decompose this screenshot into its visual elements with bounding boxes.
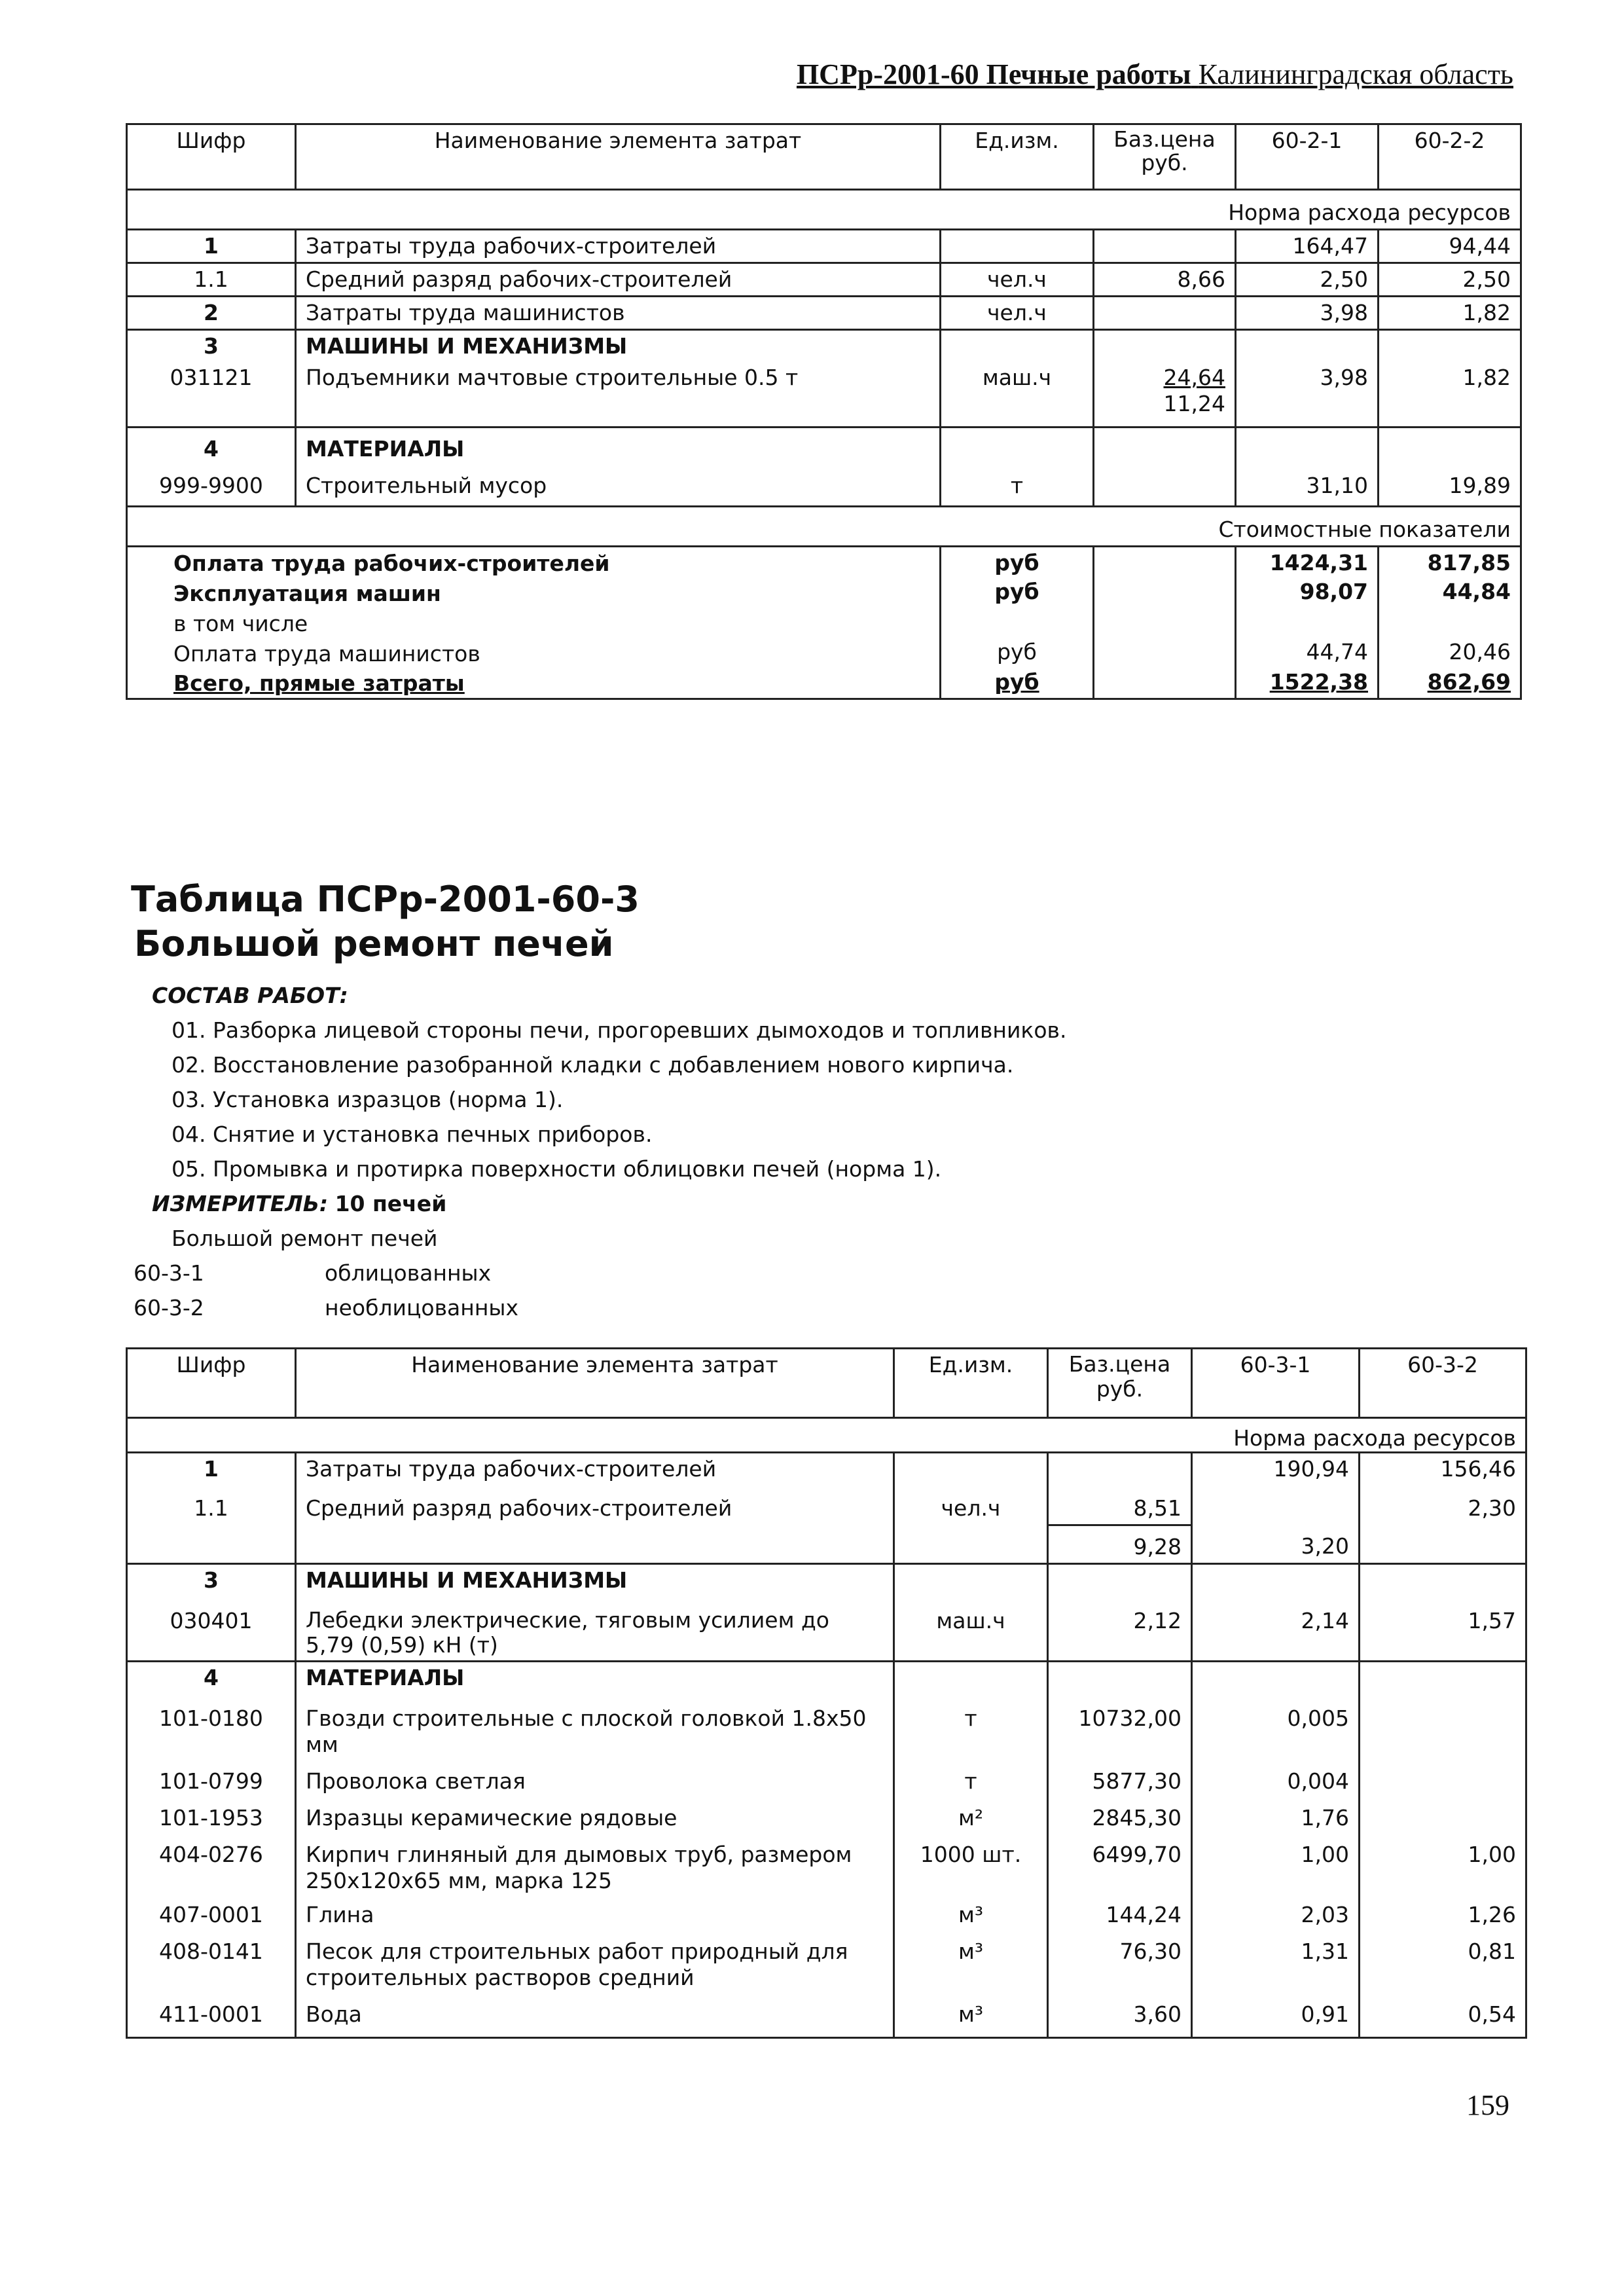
- row-v1: 2,14: [1192, 1596, 1360, 1662]
- row-name: Средний разряд рабочих-строителей: [296, 1485, 894, 1525]
- row-price: 9,28: [1048, 1525, 1192, 1564]
- col-header-v1: 60-3-1: [1192, 1349, 1360, 1418]
- variant-code: 60-3-2: [134, 1295, 204, 1321]
- col-header-v2: 60-3-2: [1360, 1349, 1526, 1418]
- row-code: 031121: [127, 362, 296, 428]
- row-name: МАШИНЫ И МЕХАНИЗМЫ: [296, 1564, 894, 1597]
- variant-name: облицованных: [325, 1260, 492, 1286]
- table-row: [127, 1994, 1526, 2038]
- row-name: Затраты труда рабочих-строителей: [296, 230, 941, 263]
- cost-name: Оплата труда машинистов: [127, 639, 941, 669]
- row-name: Затраты труда машинистов: [296, 297, 941, 330]
- row-v1: 3,98: [1236, 362, 1379, 428]
- meter-label: ИЗМЕРИТЕЛЬ:: [152, 1191, 329, 1216]
- col-header-unit: Ед.изм.: [894, 1349, 1048, 1418]
- table-row: [127, 1897, 1526, 1931]
- work-composition-label: СОСТАВ РАБОТ:: [152, 983, 348, 1008]
- row-code: 1.1: [127, 263, 296, 297]
- row-name: Кирпич глиняный для дымовых труб, размером 250x120x65 мм, марка 125: [296, 1834, 894, 1897]
- row-name: Строительный мусор: [296, 465, 941, 507]
- row-code: 3: [127, 1564, 296, 1597]
- row-v2: 1,82: [1379, 297, 1521, 330]
- col-header-v2: 60-2-2: [1379, 124, 1521, 190]
- row-price: 10732,00: [1048, 1694, 1192, 1760]
- row-price: [1094, 465, 1236, 507]
- row-price: [1094, 230, 1236, 263]
- row-v2: 156,46: [1360, 1453, 1526, 1485]
- meter-line: [152, 1186, 446, 1221]
- row-name: Песок для строительных работ природный для строительных растворов средний: [296, 1931, 894, 1994]
- row-unit: 1000 шт.: [894, 1834, 1048, 1897]
- row-code: 1: [127, 1453, 296, 1485]
- table-row: [127, 1760, 1526, 1797]
- table-row: [127, 465, 1521, 507]
- row-unit: т: [894, 1694, 1048, 1760]
- row-v1: 164,47: [1236, 230, 1379, 263]
- variant-name: необлицованных: [325, 1295, 519, 1321]
- row-code: 101-0799: [127, 1760, 296, 1797]
- col-header-name: Наименование элемента затрат: [296, 124, 941, 190]
- row-v2: 1,57: [1360, 1596, 1526, 1662]
- header-region: Калининградская область: [1198, 58, 1513, 90]
- row-unit: [941, 230, 1094, 263]
- row-v1: 0,91: [1192, 1994, 1360, 2038]
- col-header-code: Шифр: [127, 1349, 296, 1418]
- row-unit: т: [894, 1760, 1048, 1797]
- table-row: [127, 362, 1521, 428]
- row-unit: м²: [894, 1797, 1048, 1834]
- row-price: 8,51: [1048, 1485, 1192, 1525]
- row-v1: 1,76: [1192, 1797, 1360, 1834]
- work-item: 02. Восстановление разобранной кладки с добавлением нового кирпича.: [171, 1052, 1014, 1078]
- group-name: Большой ремонт печей: [171, 1226, 438, 1251]
- row-v2: [1360, 1694, 1526, 1760]
- row-price: 2845,30: [1048, 1797, 1192, 1834]
- row-name: МАШИНЫ И МЕХАНИЗМЫ: [296, 330, 941, 363]
- row-v2: 1,82: [1379, 362, 1521, 428]
- meter-value: 10 печей: [334, 1191, 447, 1216]
- row-unit: маш.ч: [941, 362, 1094, 428]
- section-title: Таблица ПСРр-2001-60-3: [131, 879, 640, 920]
- row-v1: 2,03: [1192, 1897, 1360, 1931]
- cost-unit: руб: [941, 639, 1094, 669]
- table-row: [127, 263, 1521, 297]
- cost-name: Оплата труда рабочих-строителей: [127, 547, 941, 579]
- norm-title-row: [127, 190, 1521, 230]
- row-unit: чел.ч: [894, 1485, 1048, 1525]
- table-row: [127, 1694, 1526, 1760]
- cost-v2: 44,84: [1379, 579, 1521, 609]
- row-v2: 1,00: [1360, 1834, 1526, 1897]
- row-price: 8,66: [1094, 263, 1236, 297]
- table-row: [127, 1596, 1526, 1662]
- row-price: 76,30: [1048, 1931, 1192, 1994]
- table-header-row: [127, 1349, 1526, 1418]
- cost-name: Всего, прямые затраты: [127, 669, 941, 699]
- section-row: [127, 330, 1521, 363]
- row-v1: 1,31: [1192, 1931, 1360, 1994]
- row-price: [1094, 362, 1236, 428]
- row-name: Вода: [296, 1994, 894, 2038]
- resource-table-60-3: [126, 1347, 1527, 2039]
- row-code: 1: [127, 230, 296, 263]
- col-header-code: Шифр: [127, 124, 296, 190]
- table-row: [127, 1485, 1526, 1525]
- col-header-price: Баз.цена руб.: [1048, 1349, 1192, 1418]
- row-v1: 31,10: [1236, 465, 1379, 507]
- norm-title: Норма расхода ресурсов: [127, 190, 1521, 230]
- row-unit: маш.ч: [894, 1596, 1048, 1662]
- row-code: 404-0276: [127, 1834, 296, 1897]
- col-header-name: Наименование элемента затрат: [296, 1349, 894, 1418]
- col-header-unit: Ед.изм.: [941, 124, 1094, 190]
- row-name: Затраты труда рабочих-строителей: [296, 1453, 894, 1485]
- section-row: [127, 428, 1521, 465]
- cost-row: [127, 547, 1521, 579]
- table-row: [127, 1525, 1526, 1564]
- col-header-price: Баз.цена руб.: [1094, 124, 1236, 190]
- cost-title-row: [127, 507, 1521, 547]
- row-code: 1.1: [127, 1485, 296, 1525]
- row-code: 2: [127, 297, 296, 330]
- row-code: 101-0180: [127, 1694, 296, 1760]
- table-row: [127, 297, 1521, 330]
- row-v2: [1360, 1797, 1526, 1834]
- row-price-top: 24,64: [1163, 365, 1225, 390]
- table-row: [127, 1931, 1526, 1994]
- row-v2: 1,26: [1360, 1897, 1526, 1931]
- table-row: [127, 1834, 1526, 1897]
- row-unit: м³: [894, 1994, 1048, 2038]
- row-name: МАТЕРИАЛЫ: [296, 1662, 894, 1694]
- row-code: 999-9900: [127, 465, 296, 507]
- row-price-bottom: 11,24: [1163, 391, 1225, 416]
- row-v1: 2,50: [1236, 263, 1379, 297]
- cost-title: Стоимостные показатели: [127, 507, 1521, 547]
- row-v2: 0,54: [1360, 1994, 1526, 2038]
- cost-v2: 817,85: [1379, 547, 1521, 579]
- row-name: Средний разряд рабочих-строителей: [296, 263, 941, 297]
- cost-unit: руб: [941, 547, 1094, 579]
- row-name: МАТЕРИАЛЫ: [296, 428, 941, 465]
- row-name: Подъемники мачтовые строительные 0.5 т: [296, 362, 941, 428]
- norm-title-row: [127, 1418, 1526, 1453]
- row-code: 407-0001: [127, 1897, 296, 1931]
- cost-row: [127, 609, 1521, 639]
- row-v1: 1,00: [1192, 1834, 1360, 1897]
- row-v2: 94,44: [1379, 230, 1521, 263]
- row-v1: 3,98: [1236, 297, 1379, 330]
- norm-title: Норма расхода ресурсов: [127, 1418, 1526, 1453]
- table-header-row: [127, 124, 1521, 190]
- table-row: [127, 1797, 1526, 1834]
- row-code: 4: [127, 428, 296, 465]
- cost-v1: 98,07: [1236, 579, 1379, 609]
- section-subtitle: Большой ремонт печей: [134, 923, 614, 964]
- row-unit: чел.ч: [941, 263, 1094, 297]
- cost-name: Эксплуатация машин: [127, 579, 941, 609]
- cost-unit: руб: [941, 669, 1094, 699]
- row-v2: 0,81: [1360, 1931, 1526, 1994]
- table-row: [127, 230, 1521, 263]
- row-code: 3: [127, 330, 296, 363]
- work-item: 01. Разборка лицевой стороны печи, прогоревших дымоходов и топливников.: [171, 1017, 1067, 1043]
- cost-unit: руб: [941, 579, 1094, 609]
- row-v2: 2,50: [1379, 263, 1521, 297]
- row-code: 101-1953: [127, 1797, 296, 1834]
- cost-v1: 1522,38: [1236, 669, 1379, 699]
- page-number: 159: [1466, 2089, 1509, 2121]
- row-code: 030401: [127, 1596, 296, 1662]
- work-item: 05. Промывка и протирка поверхности облицовки печей (норма 1).: [171, 1156, 942, 1182]
- page-header: [746, 58, 1513, 91]
- row-v2: 2,30: [1360, 1485, 1526, 1525]
- cost-name: в том числе: [127, 609, 941, 639]
- row-v2: [1360, 1760, 1526, 1797]
- row-name: Изразцы керамические рядовые: [296, 1797, 894, 1834]
- cost-v1: 44,74: [1236, 639, 1379, 669]
- row-code: 408-0141: [127, 1931, 296, 1994]
- row-unit: т: [941, 465, 1094, 507]
- header-code: ПСРр-2001-60 Печные работы: [796, 58, 1191, 90]
- row-price: 5877,30: [1048, 1760, 1192, 1797]
- row-v2: 19,89: [1379, 465, 1521, 507]
- row-price: 6499,70: [1048, 1834, 1192, 1897]
- row-v1: 3,20: [1192, 1525, 1360, 1564]
- row-price: 3,60: [1048, 1994, 1192, 2038]
- resource-table-60-2: [126, 123, 1522, 700]
- cost-v2: 20,46: [1379, 639, 1521, 669]
- cost-row: [127, 579, 1521, 609]
- row-name: Проволока светлая: [296, 1760, 894, 1797]
- section-row: [127, 1564, 1526, 1597]
- cost-row: [127, 639, 1521, 669]
- row-unit: м³: [894, 1931, 1048, 1994]
- row-v1: 190,94: [1192, 1453, 1360, 1485]
- row-unit: м³: [894, 1897, 1048, 1931]
- cost-row: [127, 669, 1521, 699]
- row-unit: чел.ч: [941, 297, 1094, 330]
- variant-code: 60-3-1: [134, 1260, 204, 1286]
- col-header-v1: 60-2-1: [1236, 124, 1379, 190]
- work-item: 04. Снятие и установка печных приборов.: [171, 1121, 653, 1147]
- row-name: Глина: [296, 1897, 894, 1931]
- row-name: Гвозди строительные с плоской головкой 1.8x50 мм: [296, 1694, 894, 1760]
- row-price: 2,12: [1048, 1596, 1192, 1662]
- row-v1: 0,004: [1192, 1760, 1360, 1797]
- cost-v2: 862,69: [1379, 669, 1521, 699]
- table-row: [127, 1453, 1526, 1485]
- row-name: Лебедки электрические, тяговым усилием до 5,79 (0,59) кН (т): [296, 1596, 894, 1662]
- row-code: 4: [127, 1662, 296, 1694]
- row-price: 144,24: [1048, 1897, 1192, 1931]
- work-item: 03. Установка изразцов (норма 1).: [171, 1087, 564, 1112]
- cost-v1: 1424,31: [1236, 547, 1379, 579]
- row-v1: 0,005: [1192, 1694, 1360, 1760]
- row-price: [1094, 297, 1236, 330]
- section-row: [127, 1662, 1526, 1694]
- row-code: 411-0001: [127, 1994, 296, 2038]
